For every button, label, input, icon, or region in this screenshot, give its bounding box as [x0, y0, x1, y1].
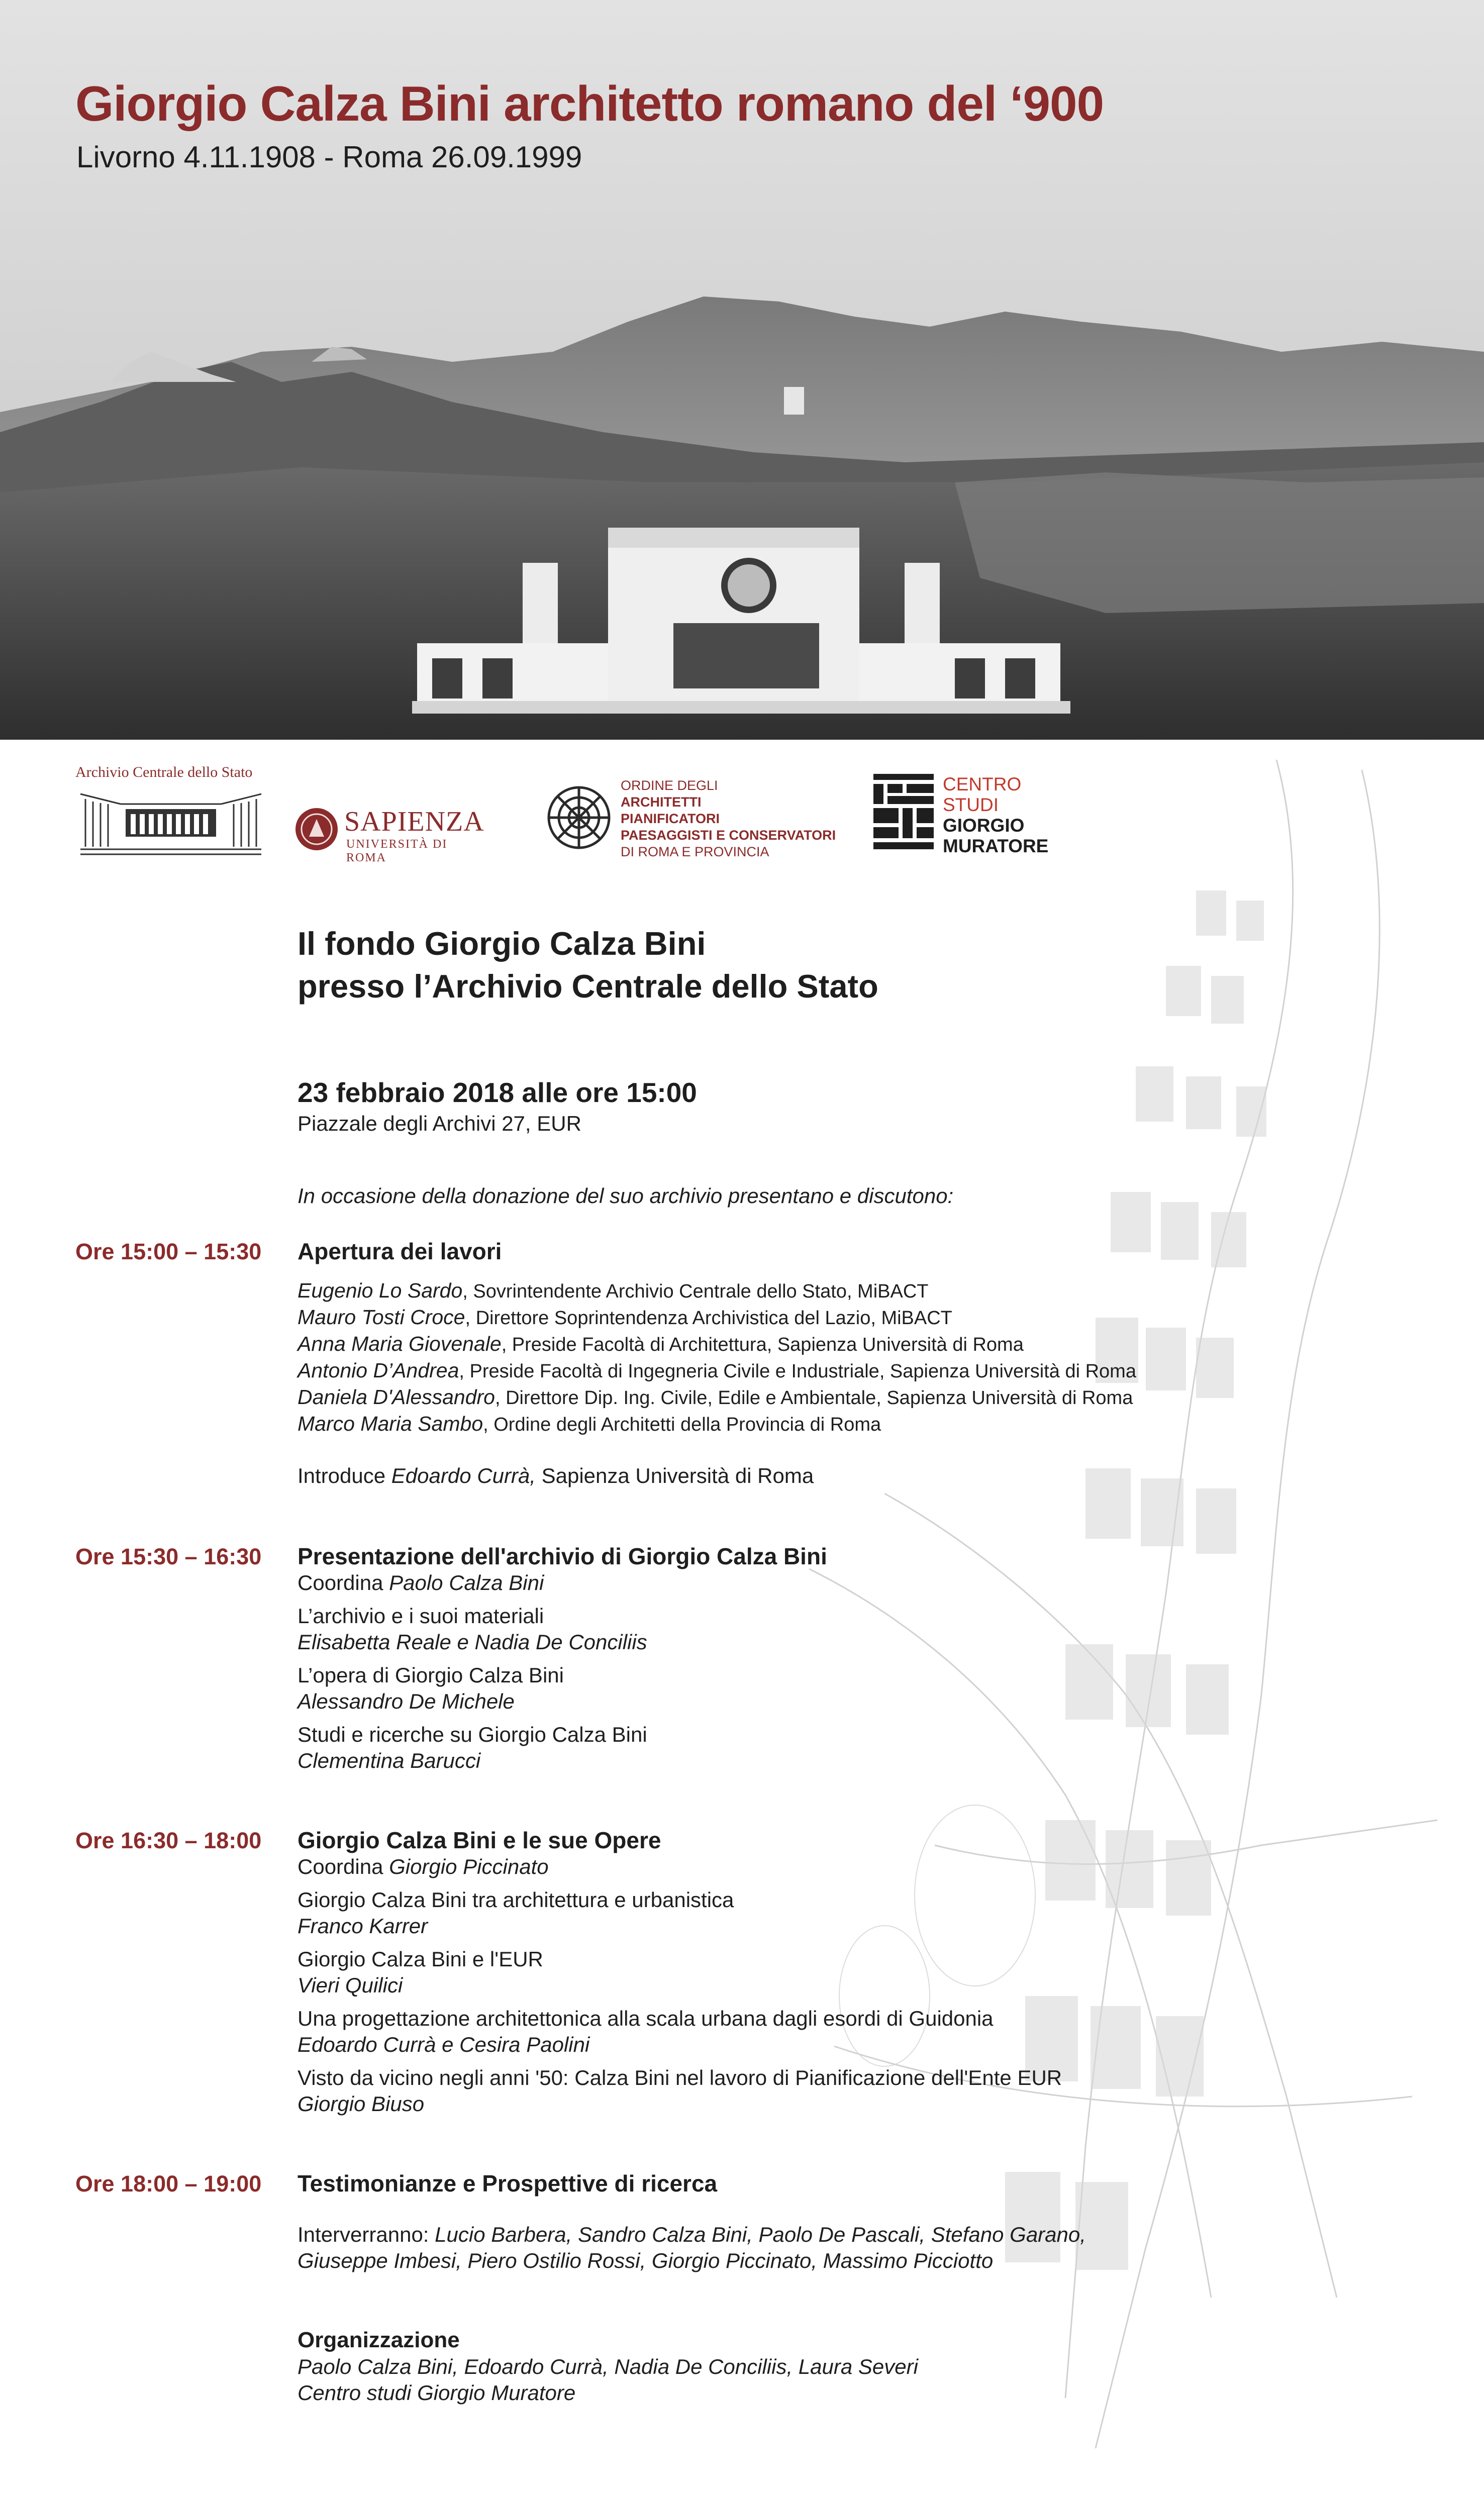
sapienza-seal-icon: [294, 802, 339, 857]
header-photo: [0, 0, 1484, 740]
talk-title: Visto da vicino negli anni '50: Calza Bini nel lavoro di Pianificazione dell'Ente EUR: [298, 2066, 1062, 2089]
organization-names: Paolo Calza Bini, Edoardo Currà, Nadia De Conciliis, Laura Severi: [298, 2355, 918, 2378]
talk-speakers: Giorgio Biuso: [298, 2092, 425, 2116]
poster-subtitle: Livorno 4.11.1908 - Roma 26.09.1999: [76, 140, 582, 174]
session-1-speaker: Eugenio Lo Sardo, Sovrintendente Archivio Centrale dello Stato, MiBACT: [298, 1279, 929, 1302]
session-3-chair: Coordina Giorgio Piccinato: [298, 1855, 549, 1878]
rosette-icon: [545, 776, 613, 859]
organization-label: Organizzazione: [298, 2328, 460, 2352]
logo-archivio-centrale: [75, 764, 266, 864]
ordine-line-2: ARCHITETTI: [621, 794, 702, 810]
session-4-participants: Interverranno: Lucio Barbera, Sandro Calza Bini, Paolo De Pascali, Stefano Garano,: [298, 2223, 1086, 2246]
event-date: 23 febbraio 2018 alle ore 15:00: [298, 1077, 697, 1108]
session-4-title: Testimonianze e Prospettive di ricerca: [298, 2170, 718, 2197]
session-1-speaker: Marco Maria Sambo, Ordine degli Architetti della Provincia di Roma: [298, 1412, 881, 1435]
ordine-line-5: DI ROMA E PROVINCIA: [621, 844, 769, 859]
ordine-line-4: PAESAGGISTI E CONSERVATORI: [621, 828, 836, 843]
talk-title: L’opera di Giorgio Calza Bini: [298, 1663, 564, 1687]
talk-speakers: Edoardo Currà e Cesira Paolini: [298, 2033, 590, 2056]
session-1-time: Ore 15:00 – 15:30: [75, 1239, 262, 1264]
cs-line-2: STUDI: [943, 794, 999, 815]
session-1-speaker: Mauro Tosti Croce, Direttore Soprintendenza Archivistica del Lazio, MiBACT: [298, 1306, 952, 1329]
session-1-speaker: Antonio D’Andrea, Preside Facoltà di Ingegneria Civile e Industriale, Sapienza Università di Roma: [298, 1359, 1136, 1382]
talk-speakers: Elisabetta Reale e Nadia De Conciliis: [298, 1630, 647, 1654]
talk-title: L’archivio e i suoi materiali: [298, 1604, 544, 1628]
cs-line-1: CENTRO: [943, 774, 1022, 794]
session-2-chair: Coordina Paolo Calza Bini: [298, 1571, 544, 1594]
session-4-participants-cont: Giuseppe Imbesi, Piero Ostilio Rossi, Giorgio Piccinato, Massimo Picciotto: [298, 2249, 994, 2272]
event-place: Piazzale degli Archivi 27, EUR: [298, 1112, 581, 1135]
talk-title: Una progettazione architettonica alla scala urbana dagli esordi di Guidonia: [298, 2007, 994, 2030]
organization-center: Centro studi Giorgio Muratore: [298, 2381, 576, 2405]
talk-title: Studi e ricerche su Giorgio Calza Bini: [298, 1723, 647, 1746]
session-1-speaker: Anna Maria Giovenale, Preside Facoltà di Architettura, Sapienza Università di Roma: [298, 1332, 1024, 1355]
talk-speakers: Alessandro De Michele: [298, 1689, 515, 1713]
session-3-title: Giorgio Calza Bini e le sue Opere: [298, 1827, 661, 1853]
logo-ordine-architetti: [545, 771, 867, 867]
logo-acs-text: Archivio Centrale dello Stato: [75, 764, 253, 780]
grid-blocks-icon: [873, 774, 934, 857]
cs-line-3: GIORGIO: [943, 815, 1025, 836]
talk-title: Giorgio Calza Bini e l'EUR: [298, 1947, 543, 1971]
event-intro: In occasione della donazione del suo archivio presentano e discutono:: [298, 1184, 954, 1208]
logo-sapienza-sub: UNIVERSITÀ DI ROMA: [346, 838, 448, 864]
session-2-time: Ore 15:30 – 16:30: [75, 1544, 262, 1569]
logo-sapienza: [294, 796, 485, 862]
talk-speakers: Vieri Quilici: [298, 1973, 403, 1997]
talk-speakers: Franco Karrer: [298, 1914, 428, 1938]
session-4-time: Ore 18:00 – 19:00: [75, 2171, 262, 2197]
talk-speakers: Clementina Barucci: [298, 1749, 481, 1772]
poster-title: Giorgio Calza Bini architetto romano del ‘900: [75, 76, 1104, 131]
cs-line-4: MURATORE: [943, 836, 1049, 856]
event-title-line-2: presso l’Archivio Centrale dello Stato: [298, 968, 878, 1005]
colonnade-icon: [75, 784, 266, 864]
event-title-line-1: Il fondo Giorgio Calza Bini: [298, 925, 706, 962]
talk-title: Giorgio Calza Bini tra architettura e urbanistica: [298, 1888, 734, 1912]
session-2-title: Presentazione dell'archivio di Giorgio Calza Bini: [298, 1543, 827, 1569]
ordine-line-3: PIANIFICATORI: [621, 811, 720, 826]
session-1-title: Apertura dei lavori: [298, 1238, 502, 1264]
session-3-time: Ore 16:30 – 18:00: [75, 1828, 262, 1853]
session-1-speaker: Daniela D'Alessandro, Direttore Dip. Ing. Civile, Edile e Ambientale, Sapienza Università di Roma: [298, 1385, 1133, 1409]
logo-sapienza-name: SAPIENZA: [344, 806, 484, 837]
ordine-line-1: ORDINE DEGLI: [621, 778, 718, 793]
logo-centro-studi: [873, 774, 1074, 859]
session-1-introduction: Introduce Edoardo Currà, Sapienza Università di Roma: [298, 1464, 814, 1487]
